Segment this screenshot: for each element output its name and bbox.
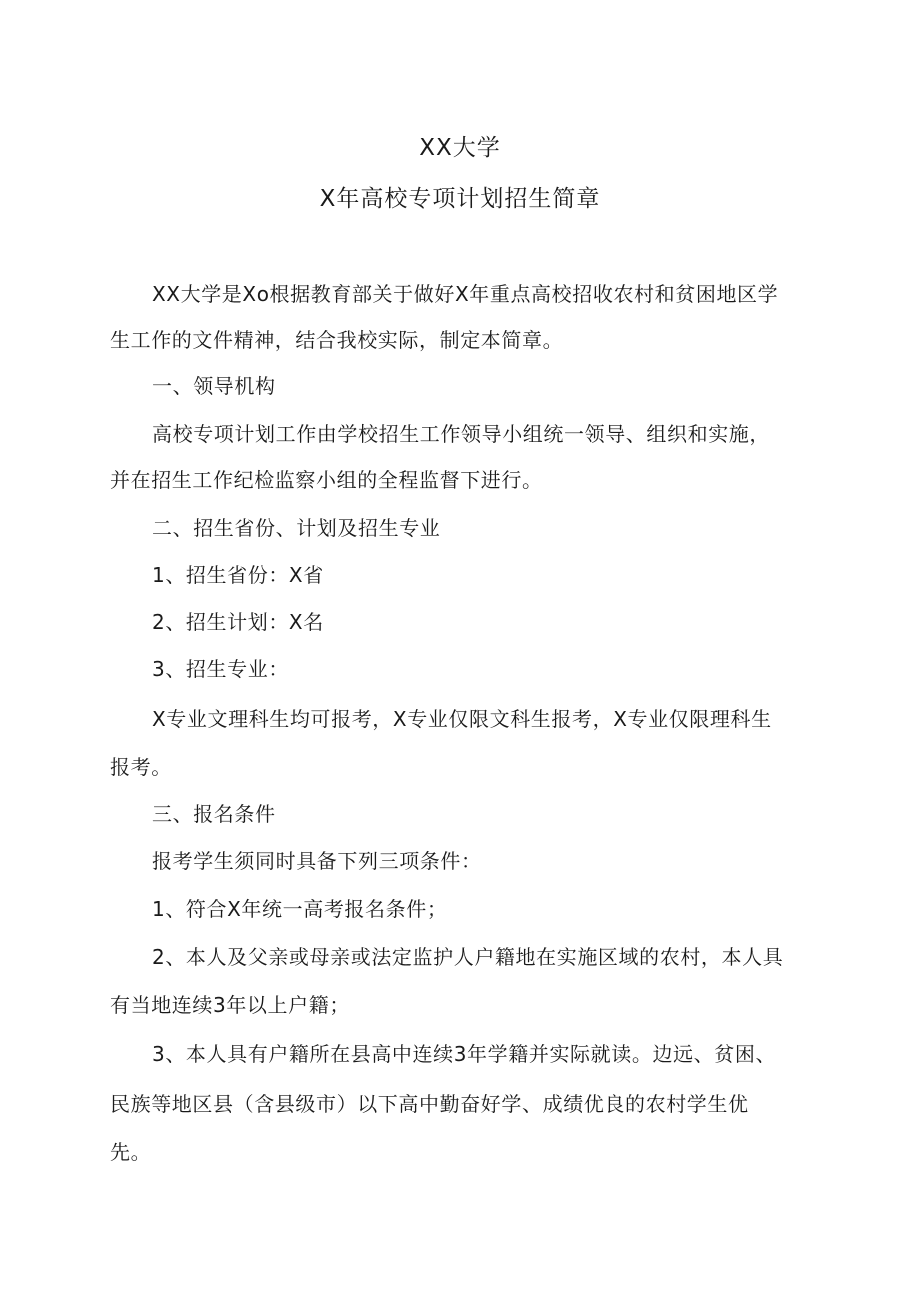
paragraph-line: 民族等地区县（含县级市）以下高中勤奋好学、成绩优良的农村学生优	[110, 1092, 749, 1116]
list-item-condition-2: 2、本人及父亲或母亲或法定监护人户籍地在实施区域的农村，本人具	[152, 945, 784, 969]
section-heading-leadership: 一、领导机构	[152, 374, 276, 398]
list-item-plan: 2、招生计划：X名	[152, 610, 324, 634]
paragraph-line: 报考。	[110, 755, 172, 779]
document-title-university: XX大学	[419, 135, 501, 161]
list-item-majors: 3、招生专业：	[152, 657, 289, 681]
paragraph-line: 有当地连续3年以上户籍；	[110, 993, 350, 1017]
paragraph-line: 先。	[110, 1140, 152, 1164]
list-item-provinces: 1、招生省份：X省	[152, 563, 324, 587]
section-heading-provinces-plan-majors: 二、招生省份、计划及招生专业	[152, 516, 441, 540]
section-heading-eligibility: 三、报名条件	[152, 802, 276, 826]
paragraph-line: 并在招生工作纪检监察小组的全程监督下进行。	[110, 468, 543, 492]
paragraph-line: XX大学是Xo根据教育部关于做好X年重点高校招收农村和贫困地区学	[152, 282, 779, 306]
paragraph-line: 高校专项计划工作由学校招生工作领导小组统一领导、组织和实施，	[152, 422, 770, 446]
paragraph-line: X专业文理科生均可报考，X专业仅限文科生报考，X专业仅限理科生	[152, 707, 772, 731]
document-title-admission-brochure: X年高校专项计划招生简章	[319, 186, 601, 212]
paragraph-line: 报考学生须同时具备下列三项条件：	[152, 849, 482, 873]
list-item-condition-3: 3、本人具有户籍所在县高中连续3年学籍并实际就读。边远、贫困、	[152, 1042, 777, 1066]
list-item-condition-1: 1、符合X年统一高考报名条件；	[152, 897, 448, 921]
paragraph-line: 生工作的文件精神，结合我校实际，制定本简章。	[110, 328, 564, 352]
